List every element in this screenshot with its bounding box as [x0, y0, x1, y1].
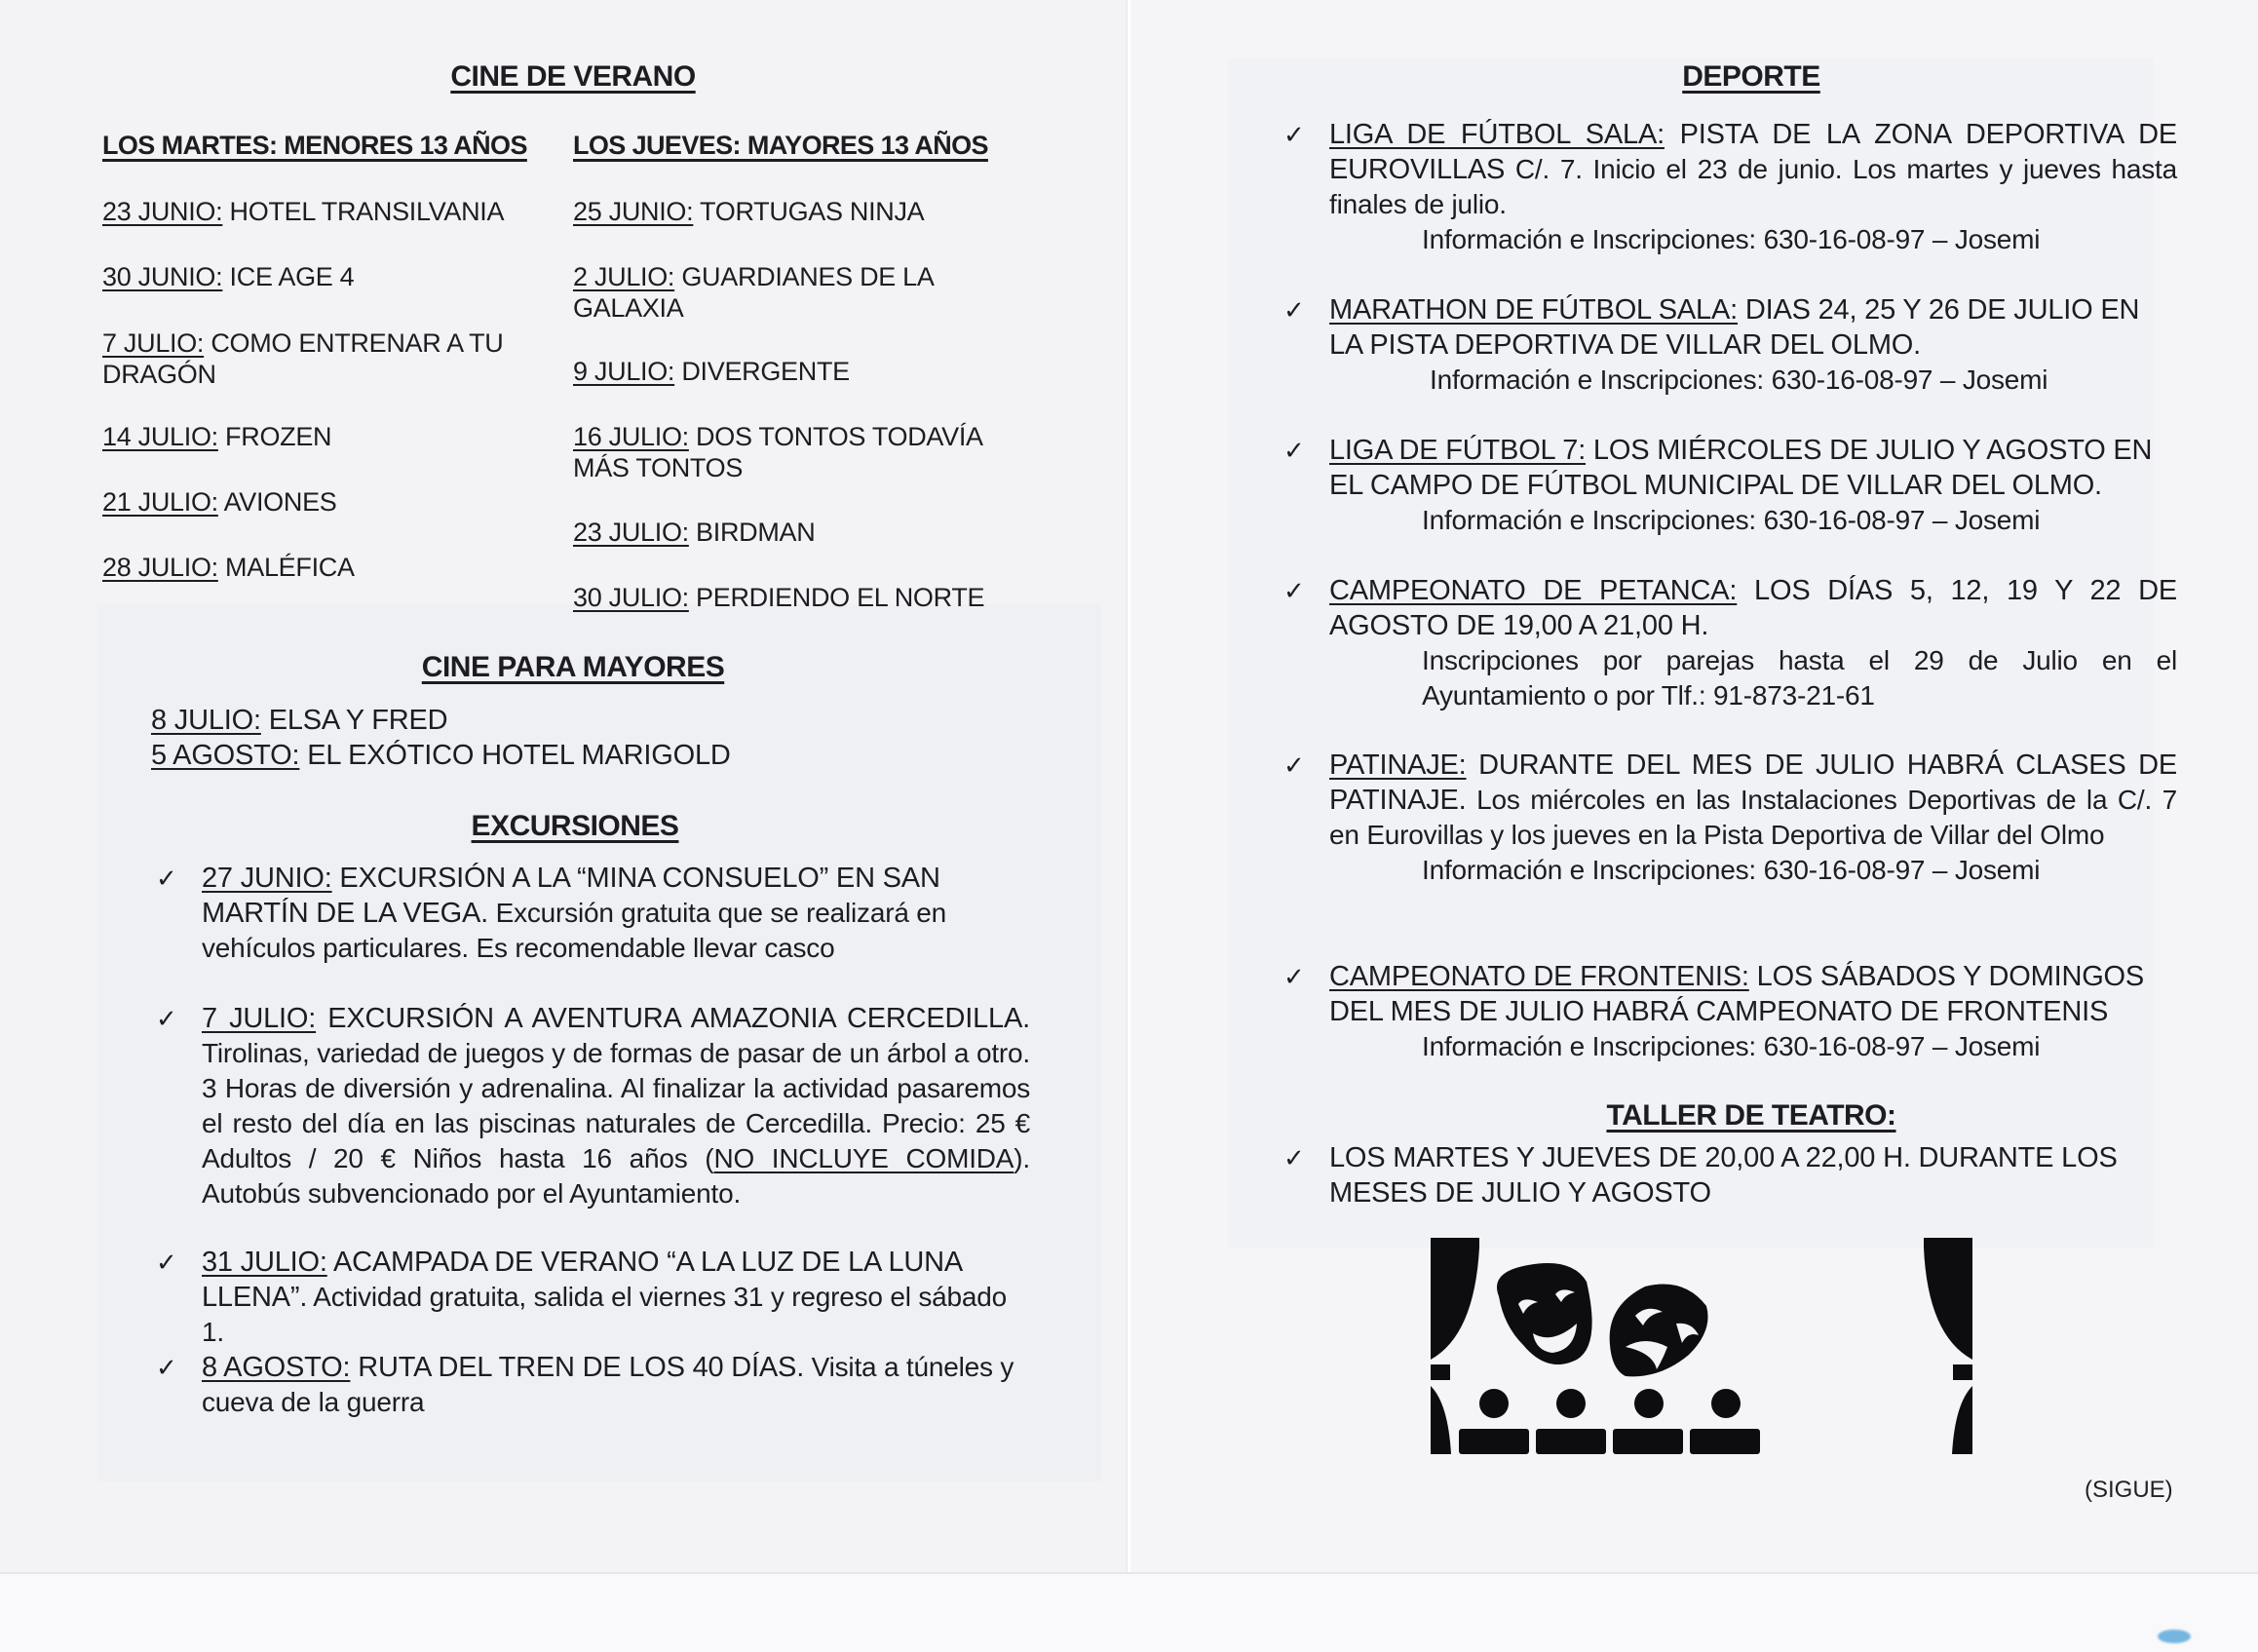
ink-speck	[2158, 1630, 2191, 1643]
theatre-masks-icon	[1431, 1238, 1972, 1454]
contact-info: Información e Inscripciones: 630-16-08-97 – Josemi	[1422, 224, 2041, 254]
column-header-martes: LOS MARTES: MENORES 13 AÑOS	[102, 131, 527, 160]
film-entry: 14 JULIO: FROZEN	[102, 422, 332, 451]
film-entry: 16 JULIO: DOS TONTOS TODAVÍA MÁS TONTOS	[573, 422, 982, 482]
film-entry: 5 AGOSTO: EL EXÓTICO HOTEL MARIGOLD	[151, 740, 731, 771]
film-entry: 7 JULIO: COMO ENTRENAR A TU DRAGÓN	[102, 328, 504, 389]
checkmark-icon: ✓	[1283, 436, 1305, 465]
checkmark-icon: ✓	[156, 1248, 177, 1277]
film-entry: 23 JULIO: BIRDMAN	[573, 518, 816, 547]
excursion-item: ✓ 8 AGOSTO: RUTA DEL TREN DE LOS 40 DÍAS. Visita a túneles y cueva de la guerra	[156, 1352, 1014, 1417]
scanner-background	[0, 1574, 2258, 1652]
checkmark-icon: ✓	[1283, 576, 1305, 605]
column-header-jueves: LOS JUEVES: MAYORES 13 AÑOS	[573, 131, 988, 160]
sport-item: ✓ CAMPEONATO DE PETANCA: LOS DÍAS 5, 12, 19 Y 22 DE AGOSTO DE 19,00 A 21,00 H. Inscripciones por parejas hasta el 29 de Julio en el Ayuntamiento o por Tlf.: 91-873-21-61	[1329, 573, 2177, 713]
page-fold	[1128, 0, 1130, 1572]
checkmark-icon: ✓	[1283, 120, 1305, 149]
section-title-deporte: DEPORTE	[1682, 60, 1820, 93]
section-title-teatro: TALLER DE TEATRO:	[1606, 1099, 1896, 1132]
film-entry: 30 JULIO: PERDIENDO EL NORTE	[573, 583, 985, 612]
film-entry: 21 JULIO: AVIONES	[102, 487, 337, 517]
checkmark-icon: ✓	[156, 1004, 177, 1033]
theatre-item: ✓ LOS MARTES Y JUEVES DE 20,00 A 22,00 H. DURANTE LOS MESES DE JULIO Y AGOSTO	[1283, 1142, 2118, 1209]
contact-info: Información e Inscripciones: 630-16-08-97 – Josemi	[1422, 1031, 2041, 1061]
sport-item: ✓ LIGA DE FÚTBOL 7: LOS MIÉRCOLES DE JULIO Y AGOSTO EN EL CAMPO DE FÚTBOL MUNICIPAL DE VILLAR DEL OLMO. Información e Inscripciones: 630-16-08-97 – Josemi	[1329, 433, 2187, 538]
checkmark-icon: ✓	[156, 1353, 177, 1382]
sport-item: ✓ LIGA DE FÚTBOL SALA: PISTA DE LA ZONA DEPORTIVA DE EUROVILLAS C/. 7. Inicio el 23 de junio. Los martes y jueves hasta finales de julio. Información e Inscripciones: 630-16-08-97 – Josemi	[1329, 117, 2177, 257]
sport-item: ✓ CAMPEONATO DE FRONTENIS: LOS SÁBADOS Y DOMINGOS DEL MES DE JULIO HABRÁ CAMPEONATO DE FRONTENIS Información e Inscripciones: 630-16-08-97 – Josemi	[1329, 959, 2187, 1064]
contact-info: Información e Inscripciones: 630-16-08-97 – Josemi	[1430, 365, 2048, 395]
checkmark-icon: ✓	[1283, 962, 1305, 991]
section-title-cine-verano: CINE DE VERANO	[450, 60, 696, 93]
section-title-cine-mayores: CINE PARA MAYORES	[421, 651, 725, 683]
film-entry: 9 JULIO: DIVERGENTE	[573, 357, 850, 386]
film-entry: 23 JUNIO: HOTEL TRANSILVANIA	[102, 197, 505, 226]
excursion-item: ✓ 27 JUNIO: EXCURSIÓN A LA “MINA CONSUELO” EN SAN MARTÍN DE LA VEGA. Excursión gratuita que se realizará en vehículos particulares. Es recomendable llevar casco	[156, 863, 947, 963]
contact-info: Inscripciones por parejas hasta el 29 de Julio en el Ayuntamiento o por Tlf.: 91-873-21-61	[1422, 645, 2177, 711]
checkmark-icon: ✓	[1283, 295, 1305, 325]
contact-info: Información e Inscripciones: 630-16-08-97 – Josemi	[1422, 855, 2041, 885]
checkmark-icon: ✓	[156, 864, 177, 893]
film-entry: 30 JUNIO: ICE AGE 4	[102, 262, 355, 291]
sport-item: ✓ MARATHON DE FÚTBOL SALA: DIAS 24, 25 Y 26 DE JULIO EN LA PISTA DEPORTIVA DE VILLAR DEL OLMO. Información e Inscripciones: 630-16-08-97 – Josemi	[1329, 292, 2177, 398]
excursion-item: ✓ 31 JULIO: ACAMPADA DE VERANO “A LA LUZ DE LA LUNA LLENA”. Actividad gratuita, salida el viernes 31 y regreso el sábado 1.	[156, 1247, 1007, 1347]
checkmark-icon: ✓	[1283, 750, 1305, 780]
excursion-item: ✓ 7 JULIO: EXCURSIÓN A AVENTURA AMAZONIA CERCEDILLA. Tirolinas, variedad de juegos y de formas de pasar de un árbol a otro. 3 Horas de diversión y adrenalina. Al finalizar la actividad pasaremos el resto del día en las piscinas naturales de Cercedilla. Precio: 25 € Adultos / 20 € Niños hasta 16 años (NO INCLUYE COMIDA). Autobús subvencionado por el Ayuntamiento.	[156, 1003, 1030, 1209]
sport-item: ✓ PATINAJE: DURANTE DEL MES DE JULIO HABRÁ CLASES DE PATINAJE. Los miércoles en las Instalaciones Deportivas de la C/. 7 en Eurovillas y los jueves en la Pista Deportiva de Villar del Olmo Información e Inscripciones: 630-16-08-97 – Josemi	[1329, 748, 2177, 888]
continued-label: (SIGUE)	[2085, 1477, 2173, 1503]
section-title-excursiones: EXCURSIONES	[471, 810, 679, 842]
checkmark-icon: ✓	[1283, 1143, 1305, 1172]
film-entry: 25 JUNIO: TORTUGAS NINJA	[573, 197, 925, 226]
contact-info: Información e Inscripciones: 630-16-08-97 – Josemi	[1422, 505, 2041, 535]
film-entry: 2 JULIO: GUARDIANES DE LA GALAXIA	[573, 262, 934, 323]
film-entry: 8 JULIO: ELSA Y FRED	[151, 705, 448, 736]
film-entry: 28 JULIO: MALÉFICA	[102, 553, 355, 582]
